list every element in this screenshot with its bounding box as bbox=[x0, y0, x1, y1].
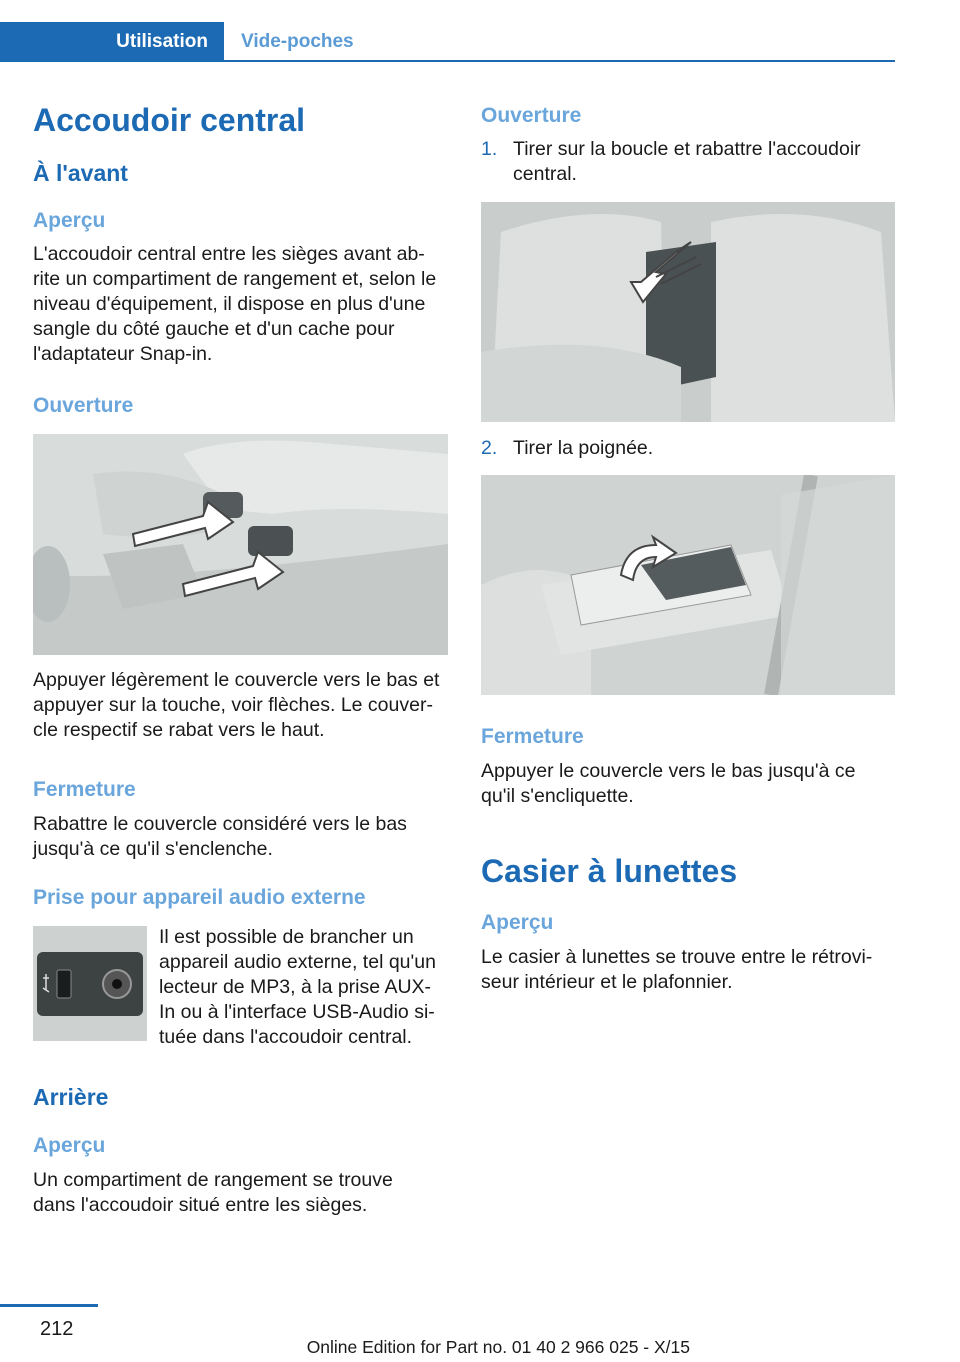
heading-opening: Ouverture bbox=[33, 394, 134, 417]
heading-rear-closing: Fermeture bbox=[481, 725, 584, 748]
heading-audio: Prise pour appareil audio externe bbox=[33, 886, 366, 909]
tab-vide-poches[interactable]: Vide-poches bbox=[241, 31, 354, 52]
heading-closing: Fermeture bbox=[33, 778, 136, 801]
figure-rear-armrest-handle bbox=[481, 475, 895, 695]
figure-front-armrest bbox=[33, 434, 448, 655]
step-2-text: Tirer la poignée. bbox=[513, 437, 654, 459]
subsection-front: À l'avant bbox=[33, 160, 128, 186]
page-number: 212 bbox=[40, 1318, 74, 1340]
tab-utilisation[interactable]: Utilisation bbox=[0, 22, 224, 62]
section-title-glasses: Casier à lunettes bbox=[481, 853, 738, 889]
heading-rear-overview: Aperçu bbox=[33, 1134, 106, 1157]
heading-overview: Aperçu bbox=[33, 209, 106, 232]
heading-rear-opening: Ouverture bbox=[481, 104, 582, 127]
footer-rule bbox=[0, 1304, 98, 1307]
figure-rear-seat-pull bbox=[481, 202, 895, 422]
figure-aux-usb-port bbox=[33, 926, 147, 1041]
heading-glasses-overview: Aperçu bbox=[481, 911, 554, 934]
step-2-number: 2. bbox=[481, 437, 498, 459]
subsection-rear: Arrière bbox=[33, 1084, 109, 1110]
page-header bbox=[0, 22, 895, 62]
step-1-number: 1. bbox=[481, 138, 498, 160]
header-rule bbox=[0, 60, 895, 62]
section-title: Accoudoir central bbox=[33, 102, 306, 138]
edition-note: Online Edition for Part no. 01 40 2 966 025 - X/15 bbox=[306, 1337, 690, 1357]
